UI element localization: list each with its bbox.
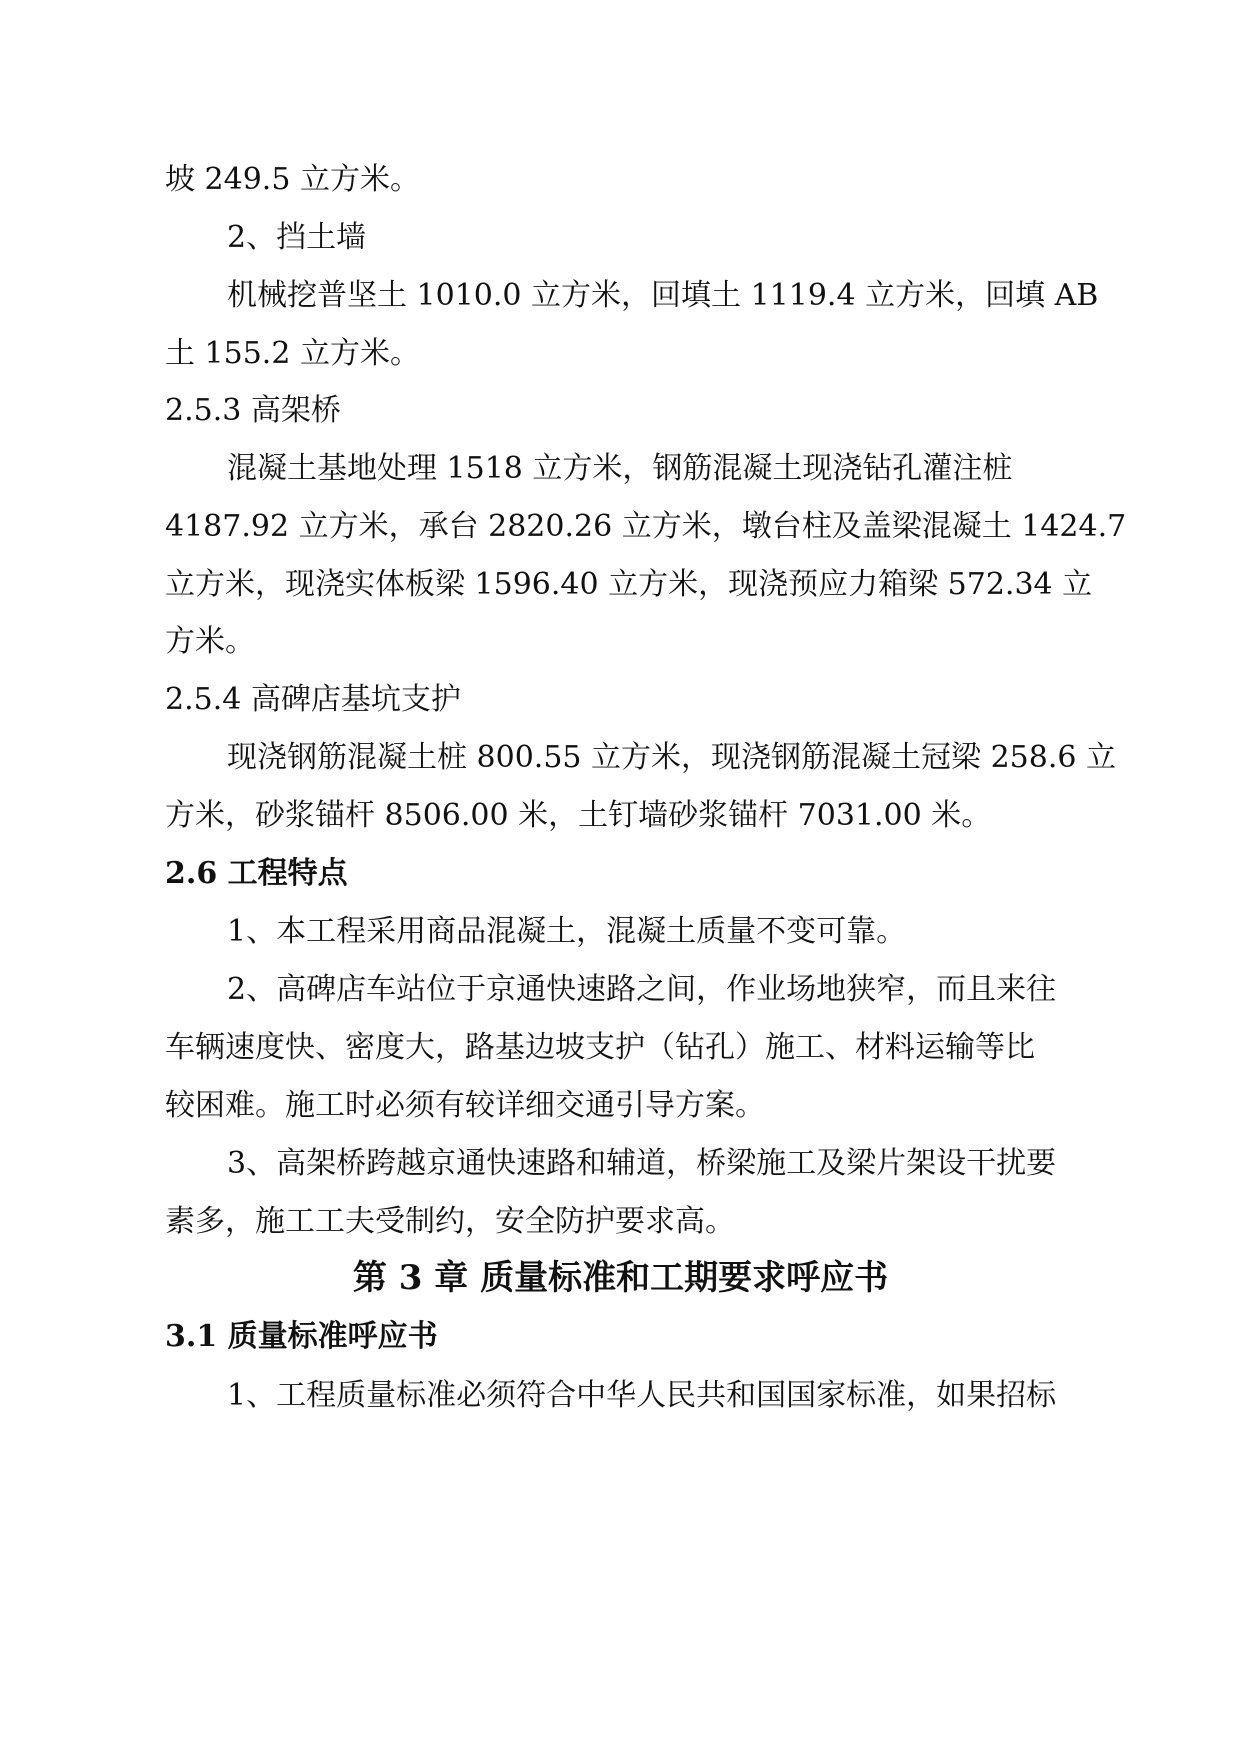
paragraph-line: 混凝土基地处理 1518 立方米，钢筋混凝土现浇钻孔灌注桩 xyxy=(227,451,1013,486)
paragraph-line: 现浇钢筋混凝土桩 800.55 立方米，现浇钢筋混凝土冠梁 258.6 立 xyxy=(227,740,1116,775)
paragraph-line: 素多，施工工夫受制约，安全防护要求高。 xyxy=(165,1204,735,1239)
paragraph-line: 机械挖普坚土 1010.0 立方米，回填土 1119.4 立方米，回填 AB xyxy=(227,278,1099,313)
section-heading: 3.1 质量标准呼应书 xyxy=(165,1319,438,1354)
list-item: 1、工程质量标准必须符合中华人民共和国国家标准，如果招标 xyxy=(227,1378,1057,1413)
list-item: 3、高架桥跨越京通快速路和辅道，桥梁施工及梁片架设干扰要 xyxy=(227,1146,1057,1181)
section-heading: 2.5.3 高架桥 xyxy=(165,393,341,428)
list-item: 1、本工程采用商品混凝土，混凝土质量不变可靠。 xyxy=(227,914,907,949)
paragraph-line: 土 155.2 立方米。 xyxy=(165,336,420,371)
paragraph-line: 车辆速度快、密度大，路基边坡支护（钻孔）施工、材料运输等比 xyxy=(165,1030,1035,1065)
chapter-title: 第 3 章 质量标准和工期要求呼应书 xyxy=(352,1258,889,1298)
paragraph-line: 方米。 xyxy=(165,624,255,659)
section-heading: 2.6 工程特点 xyxy=(165,856,348,891)
list-item-heading: 2、挡土墙 xyxy=(227,220,367,255)
paragraph-line: 立方米，现浇实体板梁 1596.40 立方米，现浇预应力箱梁 572.34 立 xyxy=(165,567,1093,602)
paragraph-line: 方米，砂浆锚杆 8506.00 米，土钉墙砂浆锚杆 7031.00 米。 xyxy=(165,798,992,833)
paragraph-line: 4187.92 立方米，承台 2820.26 立方米，墩台柱及盖梁混凝土 1424.7 xyxy=(165,509,1127,544)
paragraph-line: 坡 249.5 立方米。 xyxy=(165,162,420,197)
section-heading: 2.5.4 高碑店基坑支护 xyxy=(165,682,461,717)
list-item: 2、高碑店车站位于京通快速路之间，作业场地狭窄，而且来往 xyxy=(227,972,1057,1007)
paragraph-line: 较困难。施工时必须有较详细交通引导方案。 xyxy=(165,1088,765,1123)
